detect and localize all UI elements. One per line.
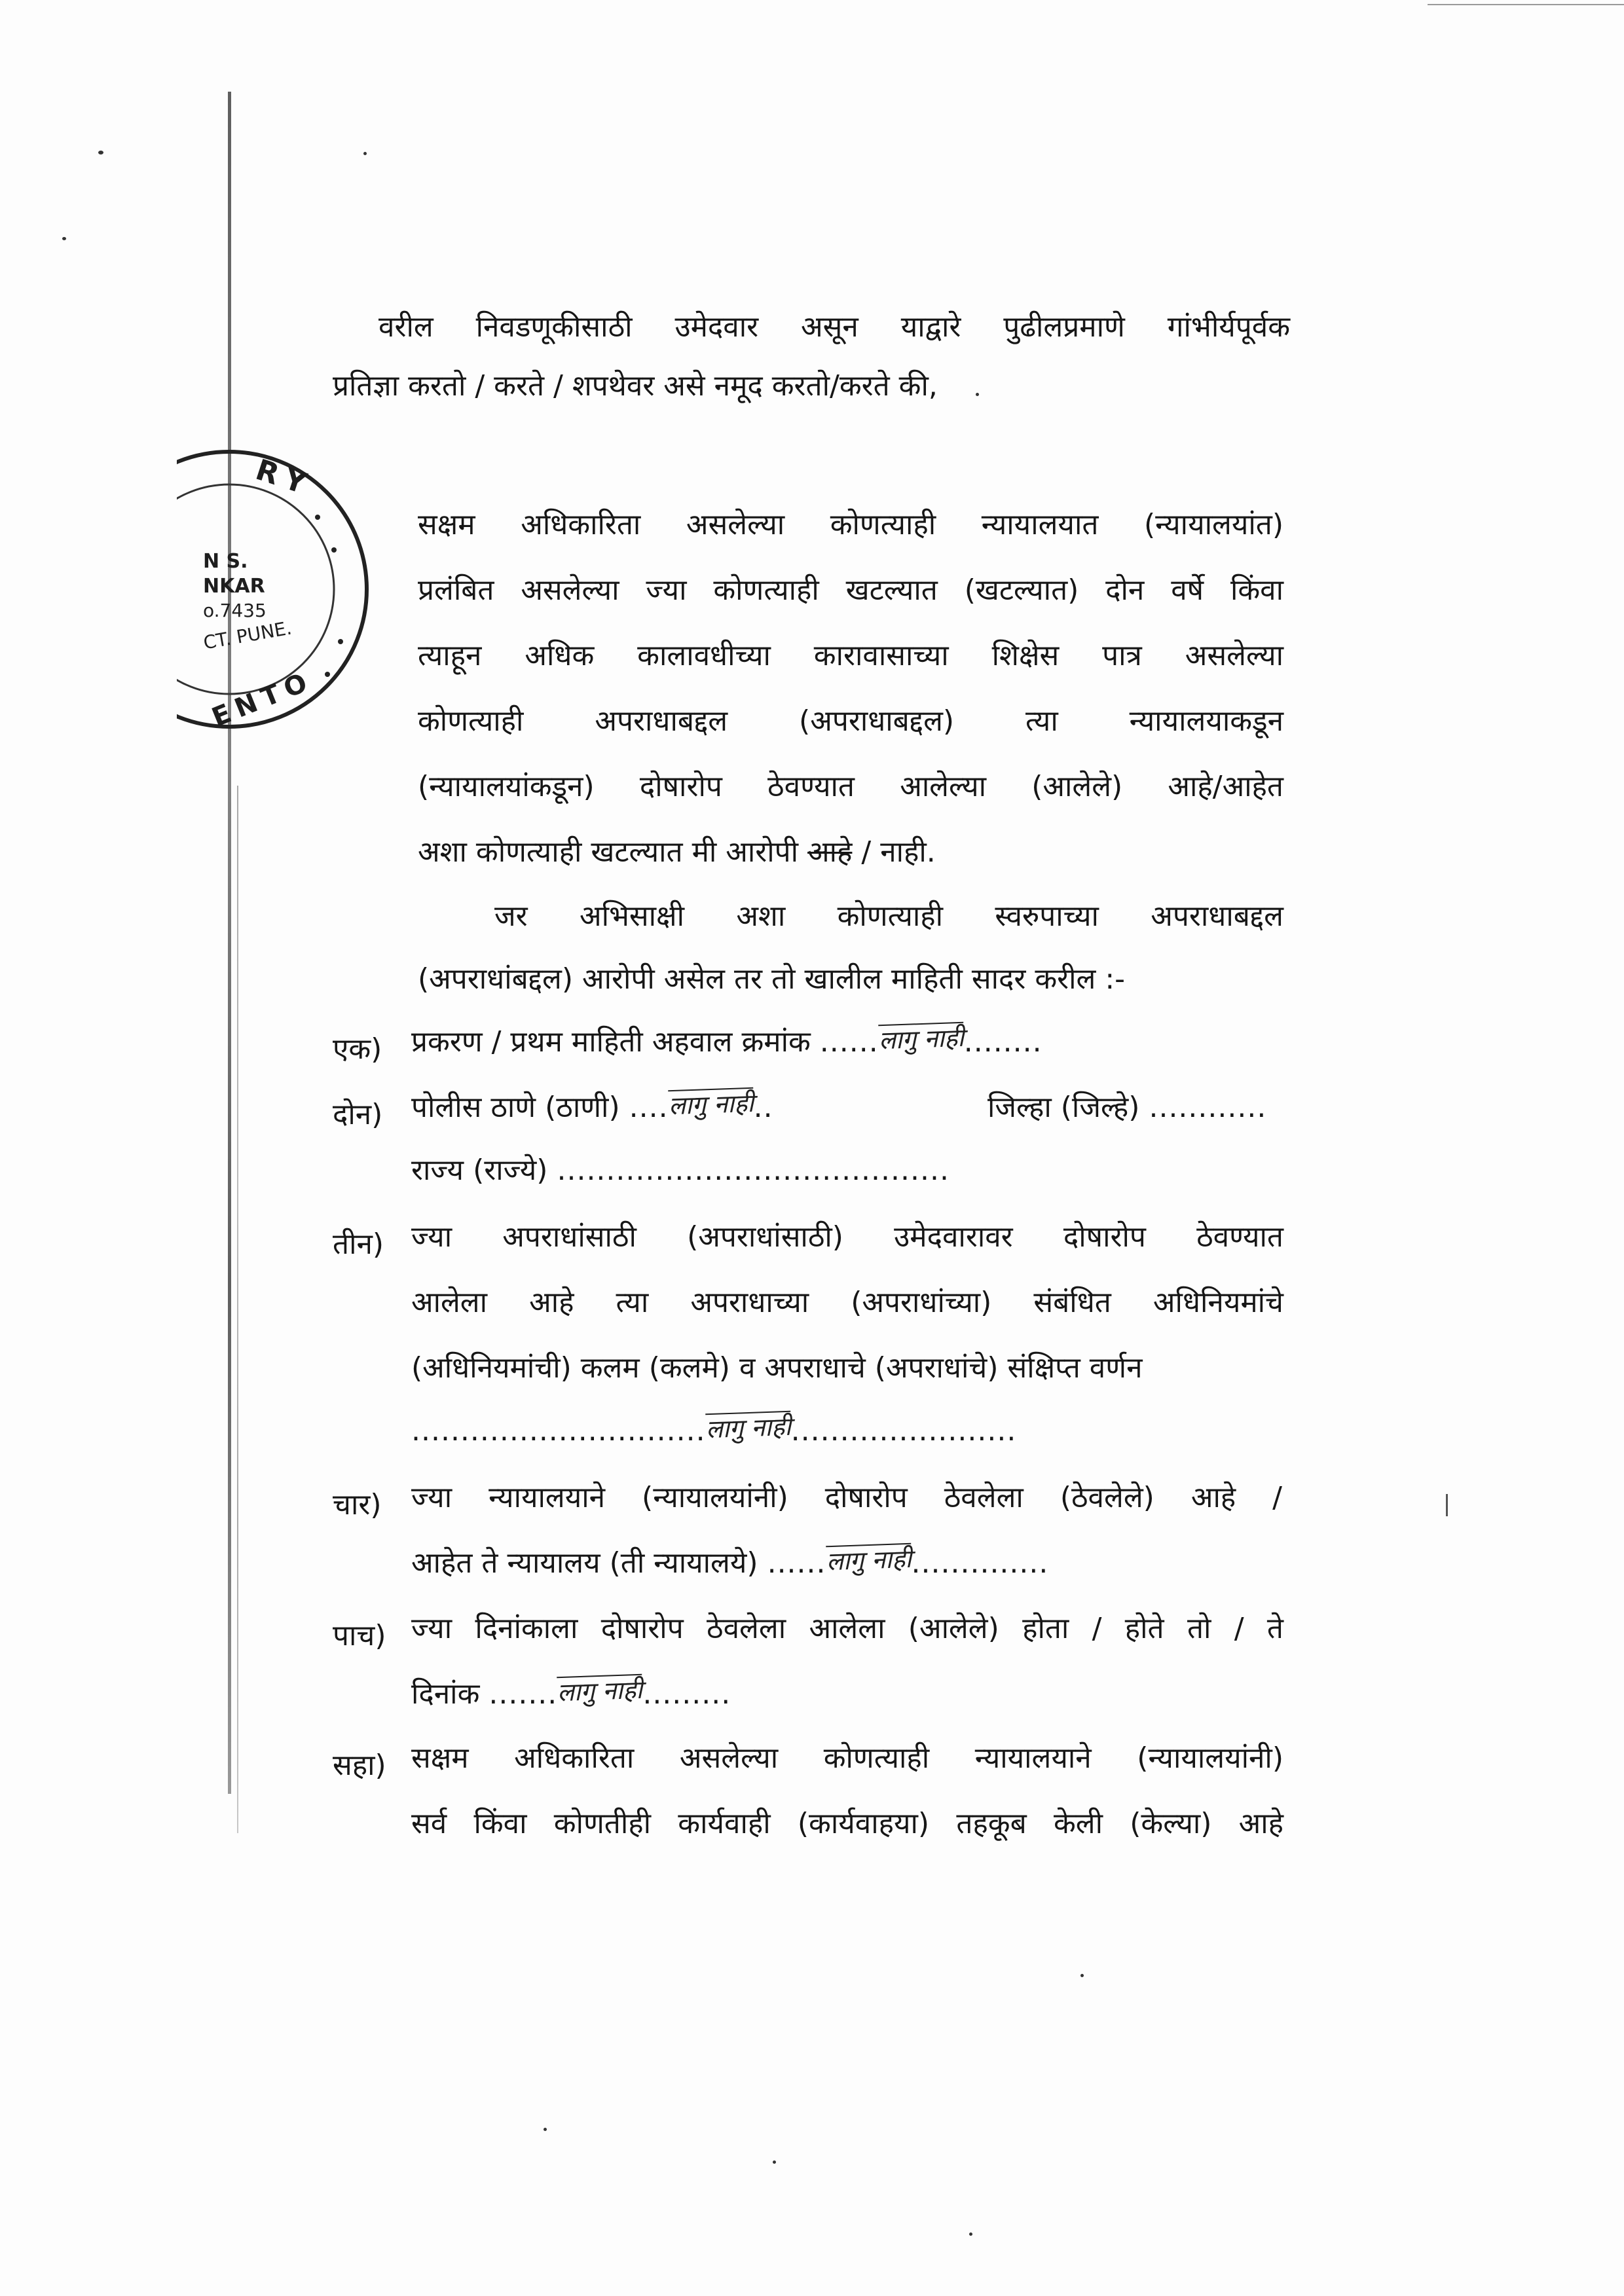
declaration-line-6-suffix: / नाही. (861, 835, 936, 869)
leader-dots: .. (753, 1091, 773, 1124)
leader-dots: ....... (489, 1677, 558, 1711)
leader-dots: ...... (819, 1025, 879, 1059)
condition-line-2: (अपराधांबद्दल) आरोपी असेल तर तो खालील माहिती सादर करील :- (418, 962, 1126, 996)
item-2-row (411, 1088, 773, 1124)
handwritten-not-applicable: लागु नाही (667, 1088, 754, 1121)
date-label: दिनांक (411, 1677, 480, 1711)
handwritten-not-applicable: लागु नाही (557, 1675, 644, 1707)
fir-number-label: प्रकरण / प्रथम माहिती अहवाल क्रमांक (411, 1025, 811, 1059)
stamp-place-line: CT. PUNE. (202, 617, 293, 654)
leader-dots: ........ (963, 1025, 1043, 1059)
scan-edge-line (1428, 4, 1624, 5)
item-number-4: चार) (333, 1488, 382, 1522)
struck-out-option: आहे (807, 835, 853, 869)
leader-dots: ......... (642, 1677, 731, 1711)
binding-margin-line-secondary (237, 786, 238, 1833)
declaration-line-6 (418, 835, 936, 869)
scan-speck (1080, 1974, 1084, 1977)
item-number-1: एक) (333, 1032, 382, 1066)
court-label: आहेत ते न्यायालय (ती न्यायालये) (411, 1546, 758, 1580)
scan-speck (773, 2160, 776, 2164)
condition-line-1: जर अभिसाक्षी अशा कोणत्याही स्वरुपाच्या अपराधाबद्दल (494, 900, 1283, 933)
item-6-line-2: सर्व किंवा कोणतीही कार्यवाही (कार्यवाहया) तहकूब केली (केल्या) आहे (411, 1807, 1283, 1840)
item-1-row (411, 1023, 1043, 1059)
leader-dots: ....................... (790, 1414, 1017, 1448)
item-4-line-2 (411, 1544, 1049, 1580)
leader-dots: ............ (1149, 1091, 1267, 1124)
leader-dots: ........................................ (557, 1154, 950, 1187)
item-number-5: पाच) (333, 1619, 386, 1652)
declaration-line-2: प्रलंबित असलेल्या ज्या कोणत्याही खटल्यात (खटल्यात) दोन वर्षे किंवा (418, 574, 1283, 607)
declaration-line-6-prefix: अशा कोणत्याही खटल्यात मी आरोपी (418, 835, 799, 869)
stamp-top-text: RY (251, 453, 319, 503)
scan-speck (363, 152, 367, 155)
binding-margin-line (228, 92, 231, 1794)
stamp-name-line1: N S. (203, 550, 248, 573)
leader-dots: .... (629, 1091, 669, 1124)
item-3-line-1: ज्या अपराधांसाठी (अपराधांसाठी) उमेदवारावर दोषारोप ठेवण्यात (411, 1220, 1283, 1254)
state-label: राज्य (राज्ये) (411, 1154, 548, 1187)
declaration-line-3: त्याहून अधिक कालावधीच्या कारावासाच्या शिक्षेस पात्र असलेल्या (418, 639, 1283, 672)
intro-line-1: वरील निवडणूकीसाठी उमेदवार असून याद्वारे पुढीलप्रमाणे गांभीर्यपूर्वक (378, 310, 1290, 344)
scan-speck (969, 2232, 972, 2236)
handwritten-not-applicable: लागु नाही (825, 1544, 912, 1576)
margin-tick-mark (1446, 1494, 1448, 1516)
scan-speck (544, 2128, 547, 2131)
item-3-line-2: आलेला आहे त्या अपराधाच्या (अपराधांच्या) संबंधित अधिनियमांचे (411, 1286, 1283, 1319)
declaration-line-1: सक्षम अधिकारिता असलेल्या कोणत्याही न्यायालयात (न्यायालयांत) (418, 508, 1283, 541)
item-5-line-2 (411, 1675, 731, 1711)
item-4-line-1: ज्या न्यायालयाने (न्यायालयांनी) दोषारोप ठेवलेला (ठेवलेले) आहे / (411, 1481, 1282, 1514)
stamp-bottom-text: ENTO (208, 665, 318, 733)
item-number-6: सहा) (333, 1749, 386, 1782)
handwritten-not-applicable: लागु नाही (705, 1412, 792, 1444)
district-label: जिल्हा (जिल्हे) (987, 1091, 1140, 1124)
district-field (987, 1093, 1266, 1122)
handwritten-not-applicable: लागु नाही (877, 1023, 965, 1055)
leader-dots: .............. (911, 1546, 1049, 1580)
scan-speck (976, 393, 979, 396)
item-6-line-1: सक्षम अधिकारिता असलेल्या कोणत्याही न्यायालयाने (न्यायालयांनी) (411, 1741, 1283, 1775)
scan-speck (62, 237, 66, 240)
scan-speck (98, 151, 103, 155)
item-3-answer (411, 1412, 1017, 1448)
intro-line-2: प्रतिज्ञा करतो / करते / शपथेवर असे नमूद करतो/करते की, (333, 369, 938, 403)
leader-dots: ...... (767, 1546, 826, 1580)
declaration-line-5: (न्यायालयांकडून) दोषारोप ठेवण्यात आलेल्या (आलेले) आहे/आहेत (418, 770, 1283, 803)
leader-dots: .............................. (411, 1414, 706, 1448)
police-station-label: पोलीस ठाणे (ठाणी) (411, 1091, 620, 1124)
notary-stamp (177, 426, 373, 753)
state-field (411, 1156, 950, 1185)
item-number-2: दोन) (333, 1098, 383, 1131)
item-number-3: तीन) (333, 1228, 384, 1261)
item-5-line-1: ज्या दिनांकाला दोषारोप ठेवलेला आलेला (आलेले) होता / होते तो / ते (411, 1612, 1283, 1645)
item-3-line-3: (अधिनियमांची) कलम (कलमे) व अपराधाचे (अपराधांचे) संक्षिप्त वर्णन (411, 1351, 1143, 1385)
stamp-reg-line: o.7435 (203, 600, 267, 621)
declaration-line-4: कोणत्याही अपराधाबद्दल (अपराधाबद्दल) त्या न्यायालयाकडून (418, 704, 1283, 738)
stamp-name-line2: NKAR (203, 575, 265, 598)
